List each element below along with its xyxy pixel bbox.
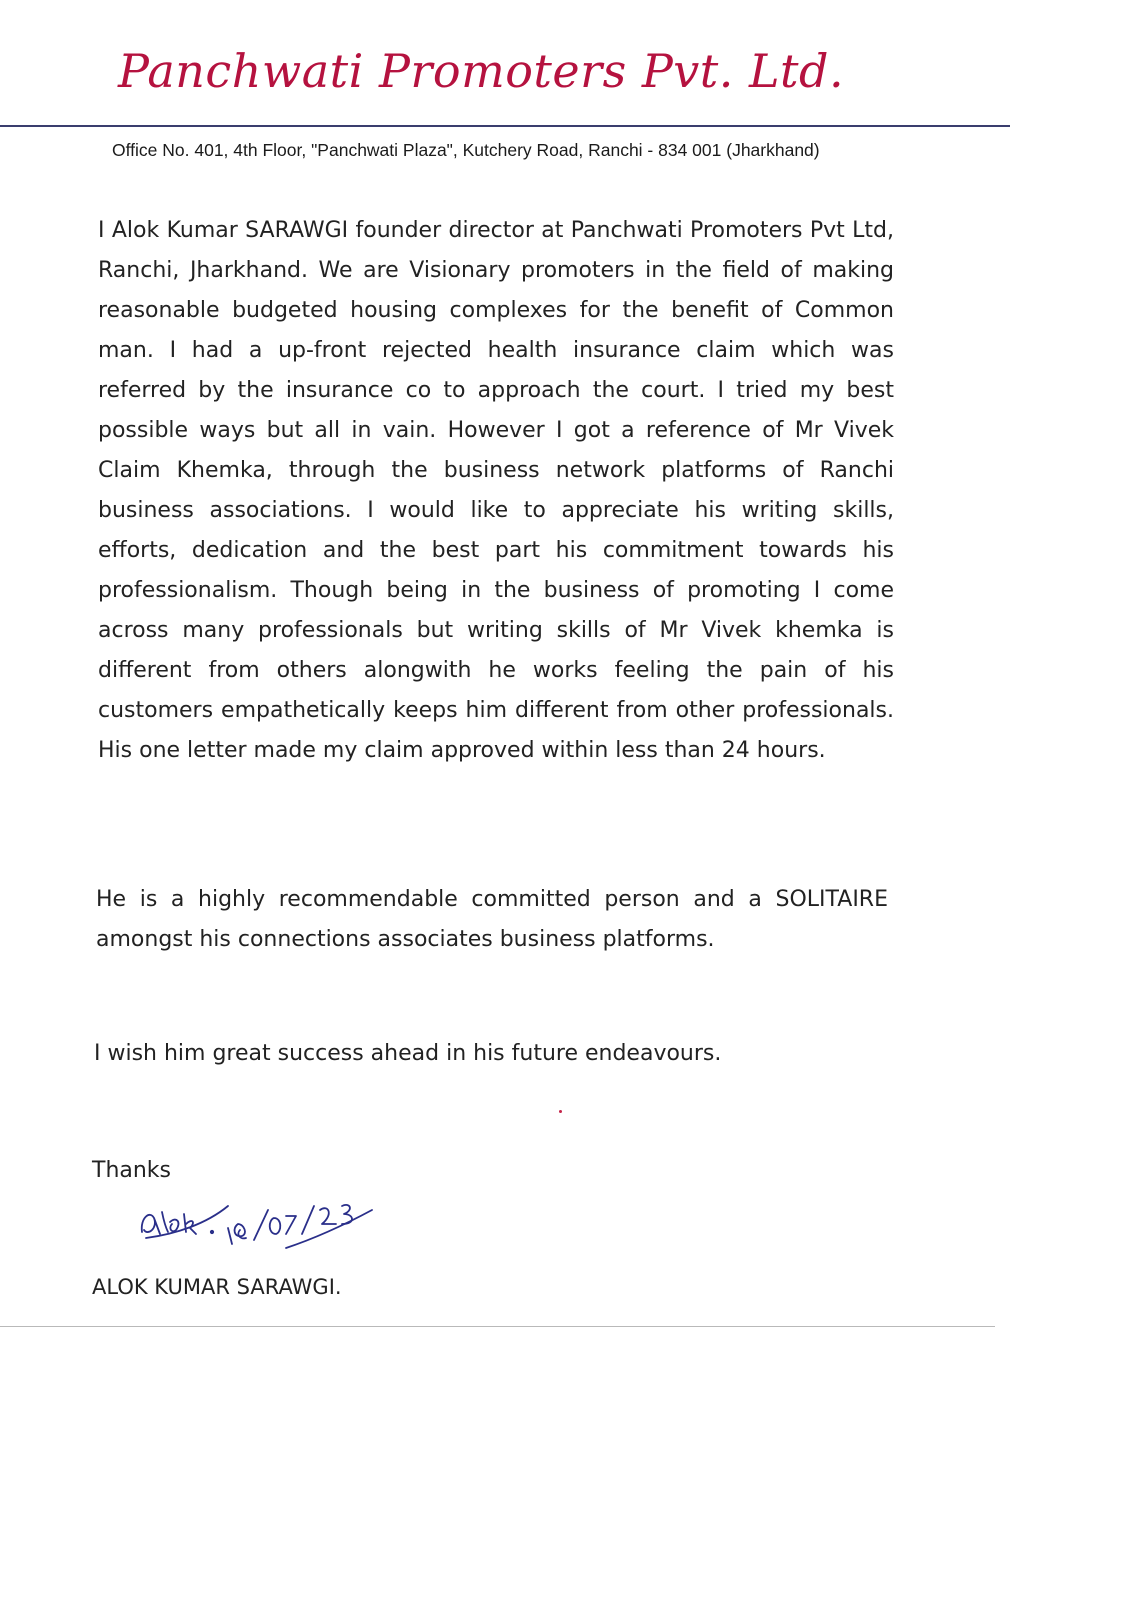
letter-paragraph-3: I wish him great success ahead in his future endeavours. [94,1041,722,1066]
scan-speck [559,1110,562,1113]
closing-text: Thanks [92,1158,172,1183]
company-name: Panchwati Promoters Pvt. Ltd. [118,44,845,98]
handwritten-signature [136,1188,376,1258]
letter-paragraph-2: He is a highly recommendable committed person and a SOLITAIRE amongst his connections associates business platforms. [96,887,888,952]
letterhead-divider [0,125,1010,127]
footer-divider [0,1326,995,1327]
letter-paragraph-1: I Alok Kumar SARAWGI founder director at Panchwati Promoters Pvt Ltd, Ranchi, Jharkhand. We are Visionary promoters in the field of making reasonable budgeted housing complexes for the benefit of Common man. I had a up-front rejected health insurance claim which was referred by the insurance co to approach the court. I tried my best possible ways but all in vain. However I got a reference of Mr Vivek Claim Khemka, through the business network platforms of Ranchi business associations. I would like to appreciate his writing skills, efforts, dedication and the best part his commitment towards his professionalism. Though being in the business of promoting I come across many professionals but writing skills of Mr Vivek khemka is different from others alongwith he works feeling the pain of his customers empathetically keeps him different from other professionals. His one letter made my claim approved within less than 24 hours. [98,218,894,763]
company-address: Office No. 401, 4th Floor, "Panchwati Plaza", Kutchery Road, Ranchi - 834 001 (Jharkhand) [112,140,820,160]
signatory-name: ALOK KUMAR SARAWGI. [92,1275,342,1299]
